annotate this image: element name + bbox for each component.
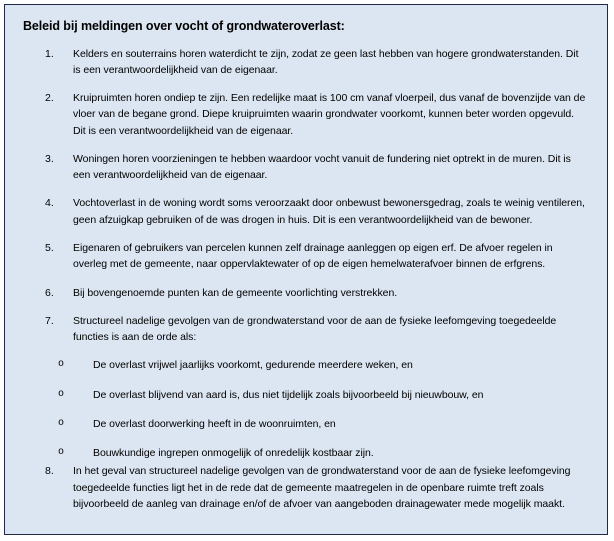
list-item [19,151,593,184]
list-item-number: 7. [45,314,54,327]
sub-list-item [19,387,593,403]
policy-list [19,46,593,513]
circle-bullet-icon: o [58,447,65,459]
list-item-text: Kelders en souterrains horen waterdicht te zijn, zodat ze geen last hebben van hogere grondwaterstanden. Dit is een verantwoordelijkheid van de eigenaar. [73,47,579,76]
circle-bullet-icon: o [58,388,65,400]
sub-list-item-text: Bouwkundige ingrepen onmogelijk of onredelijk kostbaar zijn. [93,447,374,460]
sub-list-item-text: De overlast vrijwel jaarlijks voorkomt, gedurende meerdere weken, en [93,359,413,372]
list-item-text: Structureel nadelige gevolgen van de grondwaterstand voor de aan de fysieke leefomgeving toegedeelde functies is aan de orde als: [73,314,557,344]
page-title: Beleid bij meldingen over vocht of grondwateroverlast: [23,19,345,33]
list-item-text: Vochtoverlast in de woning wordt soms veroorzaakt door onbewust bewonersgedrag, zoals te weinig ventileren, geen afzuigkap gebruiken of de was drogen in huis. Dit is een verantwoordelijkheid van de bewoner. [73,197,585,226]
sub-list-item-text: De overlast doorwerking heeft in de woonruimten, en [93,417,336,430]
list-item [19,285,593,301]
list-item [19,240,593,273]
policy-textbox [4,4,608,535]
policy-content [5,5,607,520]
list-item-number: 6. [45,286,54,299]
list-item-text: Woningen horen voorzieningen te hebben waardoor vocht vanuit de fundering niet optrekt in de muren. Dit is een verantwoordelijkheid van de eigenaar. [73,152,571,182]
sub-list [19,357,593,461]
list-item-number: 3. [45,152,54,165]
sub-list-item [19,357,593,373]
list-item-number: 8. [45,465,54,478]
list-item-text: Kruipruimten horen ondiep te zijn. Een redelijke maat is 100 cm vanaf vloerpeil, dus vanaf de bovenzijde van de vloer van de begane grond. Diepe kruipruimten waarin grondwater voorkomt, kunnen beter worden opgevuld. Dit is een verantwoordelijkheid van de eigenaar. [73,92,586,137]
circle-bullet-icon: o [58,417,65,429]
list-item [19,313,593,346]
list-item-text: In het geval van structureel nadelige gevolgen van de grondwaterstand voor de aan de fysieke leefomgeving toegedeelde functies ligt het in de rede dat de gemeente maatregelen in de openbare ruimte treft zoals bijvoorbeeld de aanleg van drainage en/of de afvoer van aangeboden drainagewater mede mogelijk maakt. [73,465,571,510]
circle-bullet-icon: o [58,359,65,371]
sub-list-item-text: De overlast blijvend van aard is, dus niet tijdelijk zoals bijvoorbeeld bij nieuwbouw, en [93,388,484,401]
list-item-number: 1. [45,47,54,60]
list-item-number: 2. [45,92,54,105]
list-item-text: Bij bovengenoemde punten kan de gemeente voorlichting verstrekken. [73,286,398,299]
sub-list-item [19,416,593,432]
list-item [19,90,593,139]
list-item-text: Eigenaren of gebruikers van percelen kunnen zelf drainage aanleggen op eigen erf. De afvoer regelen in overleg met de gemeente, naar oppervlaktewater of op de eigen hemelwaterafvoer binnen de erfgrens. [73,242,553,271]
list-item [19,195,593,228]
list-item [19,46,593,79]
list-item-number: 5. [45,242,54,255]
list-item-number: 4. [45,197,54,210]
sub-list-item [19,445,593,461]
list-item [19,463,593,512]
